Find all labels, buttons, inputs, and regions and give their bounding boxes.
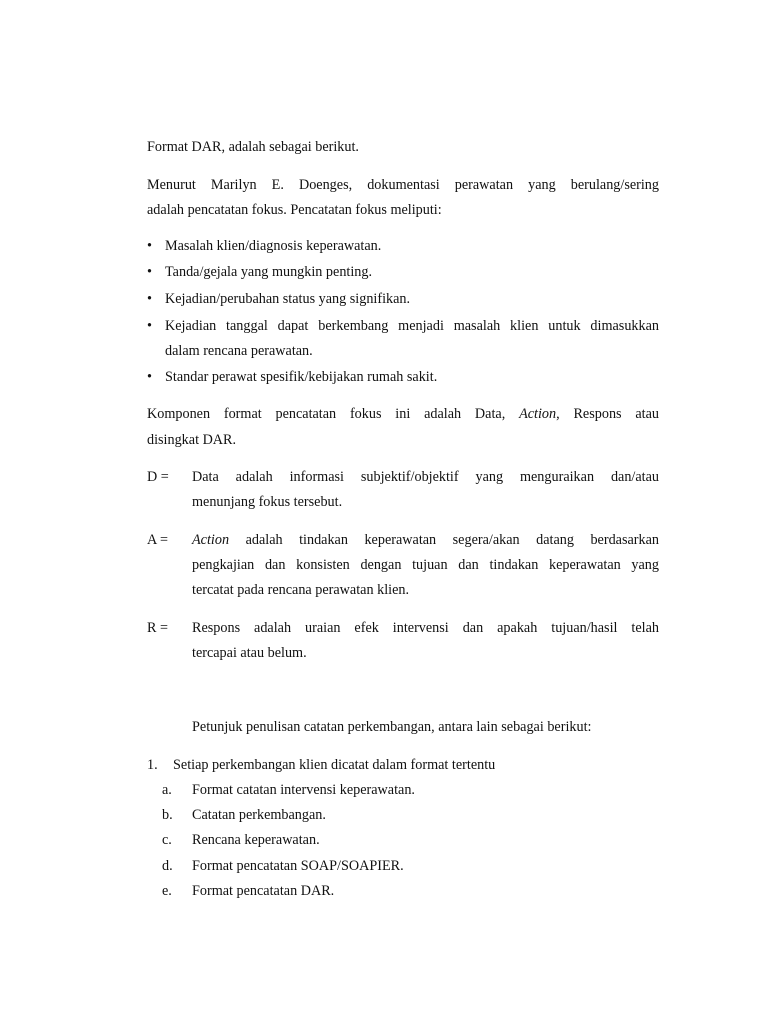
paragraph-2-line-2: disingkat DAR.: [147, 432, 237, 448]
bullet-text: Kejadian tanggal dapat berkembang menjadi masalah klien untuk dimasukkan: [165, 318, 659, 334]
definition-a-line-3: tercatat pada rencana perawatan klien.: [192, 582, 410, 598]
bullet-text: Standar perawat spesifik/kebijakan rumah sakit.: [165, 369, 438, 385]
guidance-heading: Petunjuk penulisan catatan perkembangan, antara lain sebagai berikut:: [192, 719, 592, 735]
definition-a-line-1: [192, 531, 659, 549]
action-term: Action: [519, 406, 557, 422]
definition-a-line-2: pengkajian dan konsisten dengan tujuan dan tindakan keperawatan yang: [192, 557, 659, 573]
sub-list-marker: b.: [162, 807, 173, 823]
sub-list-marker: c.: [162, 832, 172, 848]
bullet-text: Masalah klien/diagnosis keperawatan.: [165, 238, 382, 254]
paragraph-2-text-end: , Respons atau: [556, 406, 659, 422]
bullet-dot-icon: •: [147, 318, 152, 334]
definition-r-line-1: Respons adalah uraian efek intervensi dan apakah tujuan/hasil telah: [192, 620, 659, 636]
bullet-dot-icon: •: [147, 238, 152, 254]
sub-list-item-text: Format pencatatan SOAP/SOAPIER.: [192, 858, 404, 874]
document-page: [147, 0, 659, 1024]
paragraph-1-line-2: adalah pencatatan fokus. Pencatatan fokus meliputi:: [147, 202, 442, 218]
paragraph-2-text: Komponen format pencatatan fokus ini adalah Data,: [147, 406, 520, 422]
sub-list-item-text: Catatan perkembangan.: [192, 807, 326, 823]
sub-list-marker: e.: [162, 883, 172, 899]
definition-term-r: R =: [147, 620, 169, 636]
list-number: 1.: [147, 757, 158, 773]
sub-list-item-text: Format pencatatan DAR.: [192, 883, 335, 899]
definition-r-line-2: tercapai atau belum.: [192, 645, 307, 661]
definition-d-line-1: Data adalah informasi subjektif/objektif yang menguraikan dan/atau: [192, 469, 659, 485]
paragraph-2-line-1: [147, 405, 659, 423]
definition-a-text: adalah tindakan keperawatan segera/akan datang berdasarkan: [229, 532, 659, 548]
intro-heading: Format DAR, adalah sebagai berikut.: [147, 139, 359, 155]
bullet-text: dalam rencana perawatan.: [165, 343, 313, 359]
definition-term-a: A =: [147, 532, 169, 548]
bullet-dot-icon: •: [147, 369, 152, 385]
bullet-text: Kejadian/perubahan status yang signifikan.: [165, 291, 411, 307]
bullet-dot-icon: •: [147, 291, 152, 307]
sub-list-marker: d.: [162, 858, 173, 874]
list-item-text: Setiap perkembangan klien dicatat dalam format tertentu: [173, 757, 496, 773]
bullet-text: Tanda/gejala yang mungkin penting.: [165, 264, 373, 280]
bullet-dot-icon: •: [147, 264, 152, 280]
sub-list-item-text: Rencana keperawatan.: [192, 832, 320, 848]
definition-d-line-2: menunjang fokus tersebut.: [192, 494, 343, 510]
definition-term-d: D =: [147, 469, 169, 485]
paragraph-1-line-1: Menurut Marilyn E. Doenges, dokumentasi perawatan yang berulang/sering: [147, 177, 659, 193]
sub-list-item-text: Format catatan intervensi keperawatan.: [192, 782, 415, 798]
sub-list-marker: a.: [162, 782, 172, 798]
action-term: Action: [192, 532, 230, 548]
